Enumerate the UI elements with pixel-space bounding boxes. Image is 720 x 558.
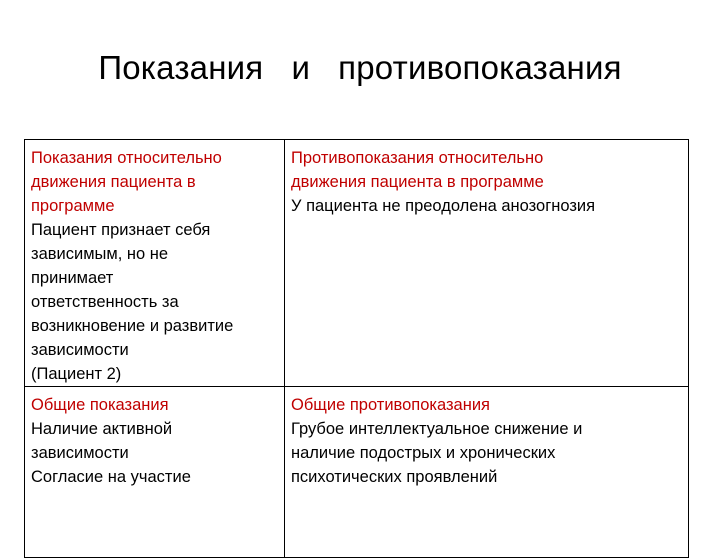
heading-line: движения пациента в программе: [291, 173, 544, 191]
cell-general-contraindications: [285, 387, 689, 558]
body-line: наличие подострых и хронических: [291, 444, 556, 462]
body-line: принимает: [31, 269, 114, 287]
heading-line: Общие показания: [31, 396, 169, 414]
body-line: психотических проявлений: [291, 468, 498, 486]
heading-line: программе: [31, 197, 115, 215]
slide-title: Показания и противопоказания: [98, 49, 622, 86]
indications-table: [24, 139, 689, 558]
heading-line: движения пациента в: [31, 173, 196, 191]
cell-general-indications: [25, 387, 285, 558]
heading-line: Показания относительно: [31, 149, 222, 167]
body-line: Наличие активной: [31, 420, 173, 438]
body-line: (Пациент 2): [31, 365, 122, 383]
heading-line: Общие противопоказания: [291, 396, 490, 414]
body-line: У пациента не преодолена анозогнозия: [291, 197, 596, 215]
body-line: зависимости: [31, 341, 129, 359]
cell-movement-contraindications: [285, 140, 689, 387]
body-line: ответственность за: [31, 293, 179, 311]
body-line: зависимости: [31, 444, 129, 462]
body-line: Грубое интеллектуальное снижение и: [291, 420, 583, 438]
heading-line: Противопоказания относительно: [291, 149, 544, 167]
cell-movement-indications: [25, 140, 285, 387]
table-row: [25, 387, 689, 558]
body-line: Пациент признает себя: [31, 221, 211, 239]
table-row: [25, 140, 689, 387]
body-line: зависимым, но не: [31, 245, 169, 263]
body-line: возникновение и развитие: [31, 317, 234, 335]
body-line: Согласие на участие: [31, 468, 191, 486]
